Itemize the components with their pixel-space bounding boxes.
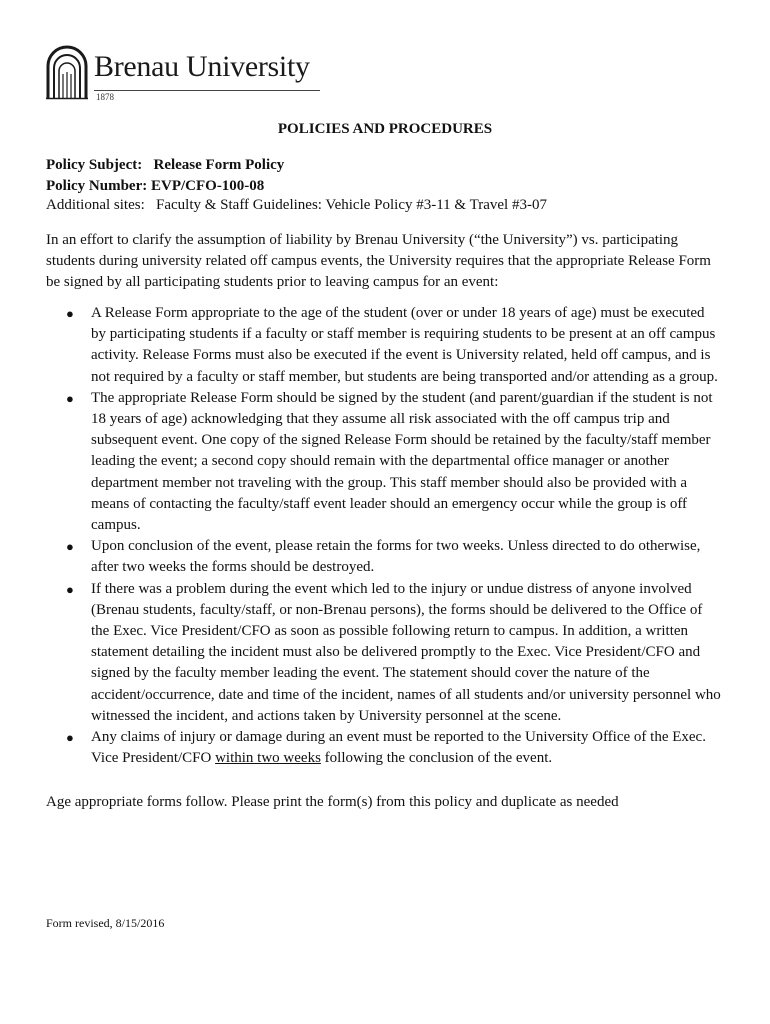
bullet-line	[91, 748, 736, 769]
bullet-line: (Brenau students, faculty/staff, or non-Brenau persons), the forms should be delivered to the Office of	[91, 601, 703, 618]
brenau-arch-logo-icon	[44, 44, 90, 100]
bullet-line: by participating students if a faculty or staff member is requiring students to be present at an off campus	[91, 326, 716, 343]
bullet-line: means of contacting the faculty/staff event leader should an emergency occur while the group is off	[91, 495, 688, 512]
bullet-dot-icon: ●	[66, 390, 74, 406]
bullet-line: 18 years of age) acknowledging that they assume all risk associated with the off campus trip and	[91, 411, 670, 428]
bullet-line: after two weeks the forms should be destroyed.	[91, 559, 375, 576]
bullet-line: signed by the faculty member leading the event. The statement should cover the nature of the	[91, 665, 650, 682]
revision-footer: Form revised, 8/15/2016	[46, 916, 165, 930]
bullet-dot-icon: ●	[66, 730, 74, 746]
additional-sites-label: Additional sites:	[46, 197, 145, 213]
policy-bullet-list	[46, 303, 736, 769]
bullet-item	[46, 536, 736, 578]
bullet-line: witnessed the incident, and actions taken by University personnel at the scene.	[91, 707, 562, 724]
bullet-item	[46, 579, 736, 727]
policy-number	[46, 178, 264, 195]
bullet-line: If there was a problem during the event which led to the injury or undue distress of anyone involved	[91, 580, 692, 597]
policy-subject	[46, 157, 284, 174]
bullet-line: statement detailing the incident must also be delivered promptly to the Exec. Vice President/CFO and	[91, 644, 701, 661]
intro-line: be signed by all participating students prior to leaving campus for an event:	[46, 274, 499, 290]
bullet-item	[46, 303, 736, 388]
bullet-text: Vice President/CFO	[91, 750, 216, 767]
bullet-dot-icon: ●	[66, 581, 74, 597]
bullet-line: activity. Release Forms must also be executed if the event is University related, held off campus, and is	[91, 347, 711, 364]
closing-note: Age appropriate forms follow. Please print the form(s) from this policy and duplicate as needed	[46, 794, 619, 810]
university-name: Brenau University	[94, 50, 310, 83]
bullet-line: The appropriate Release Form should be signed by the student (and parent/guardian if the student is not	[91, 389, 713, 406]
additional-sites-value: Faculty & Staff Guidelines: Vehicle Policy #3-11 & Travel #3-07	[156, 197, 547, 213]
bullet-dot-icon: ●	[66, 306, 74, 321]
intro-paragraph	[46, 230, 726, 293]
bullet-line: department member not traveling with the group. This staff member should also be provided with a	[91, 474, 687, 491]
bullet-line: not required by a faculty or staff member, but students are being transported and/or attending as a group.	[91, 368, 718, 385]
policy-subject-label: Policy Subject:	[46, 157, 143, 173]
additional-sites	[46, 197, 547, 214]
bullet-line: subsequent event. One copy of the signed Release Form should be retained by the faculty/staff member	[91, 432, 711, 449]
policy-subject-value: Release Form Policy	[153, 157, 285, 173]
bullet-line: A Release Form appropriate to the age of the student (over or under 18 years of age) must be executed	[91, 305, 705, 321]
bullet-line: Any claims of injury or damage during an event must be reported to the University Office of the Exec.	[91, 729, 706, 746]
logo-divider	[94, 90, 320, 91]
bullet-line: accident/occurrence, date and time of the incident, names of all students and/or university personnel who	[91, 686, 721, 703]
bullet-line: the Exec. Vice President/CFO as soon as possible following return to campus. In addition, a written	[91, 623, 689, 640]
bullet-line: campus.	[91, 517, 141, 534]
bullet-item	[46, 727, 736, 769]
bullet-line: leading the event; a second copy should remain with the departmental office manager or another	[91, 453, 669, 470]
bullet-item	[46, 388, 736, 536]
bullet-text: following the conclusion of the event.	[320, 750, 553, 767]
intro-line: students during university related off campus events, the University requires that the appropriate Release Form	[46, 253, 711, 269]
underlined-deadline: within two weeks	[215, 750, 321, 767]
policy-number-value: EVP/CFO-100-08	[150, 178, 265, 194]
founding-year: 1878	[96, 92, 114, 102]
bullet-line: Upon conclusion of the event, please retain the forms for two weeks. Unless directed to do otherwise,	[91, 538, 701, 555]
brenau-logo	[44, 44, 310, 102]
intro-line: In an effort to clarify the assumption of liability by Brenau University (“the University”) vs. participating	[46, 232, 679, 248]
bullet-dot-icon: ●	[66, 539, 74, 555]
page-title: POLICIES AND PROCEDURES	[277, 121, 493, 137]
policy-number-label: Policy Number:	[46, 178, 148, 194]
